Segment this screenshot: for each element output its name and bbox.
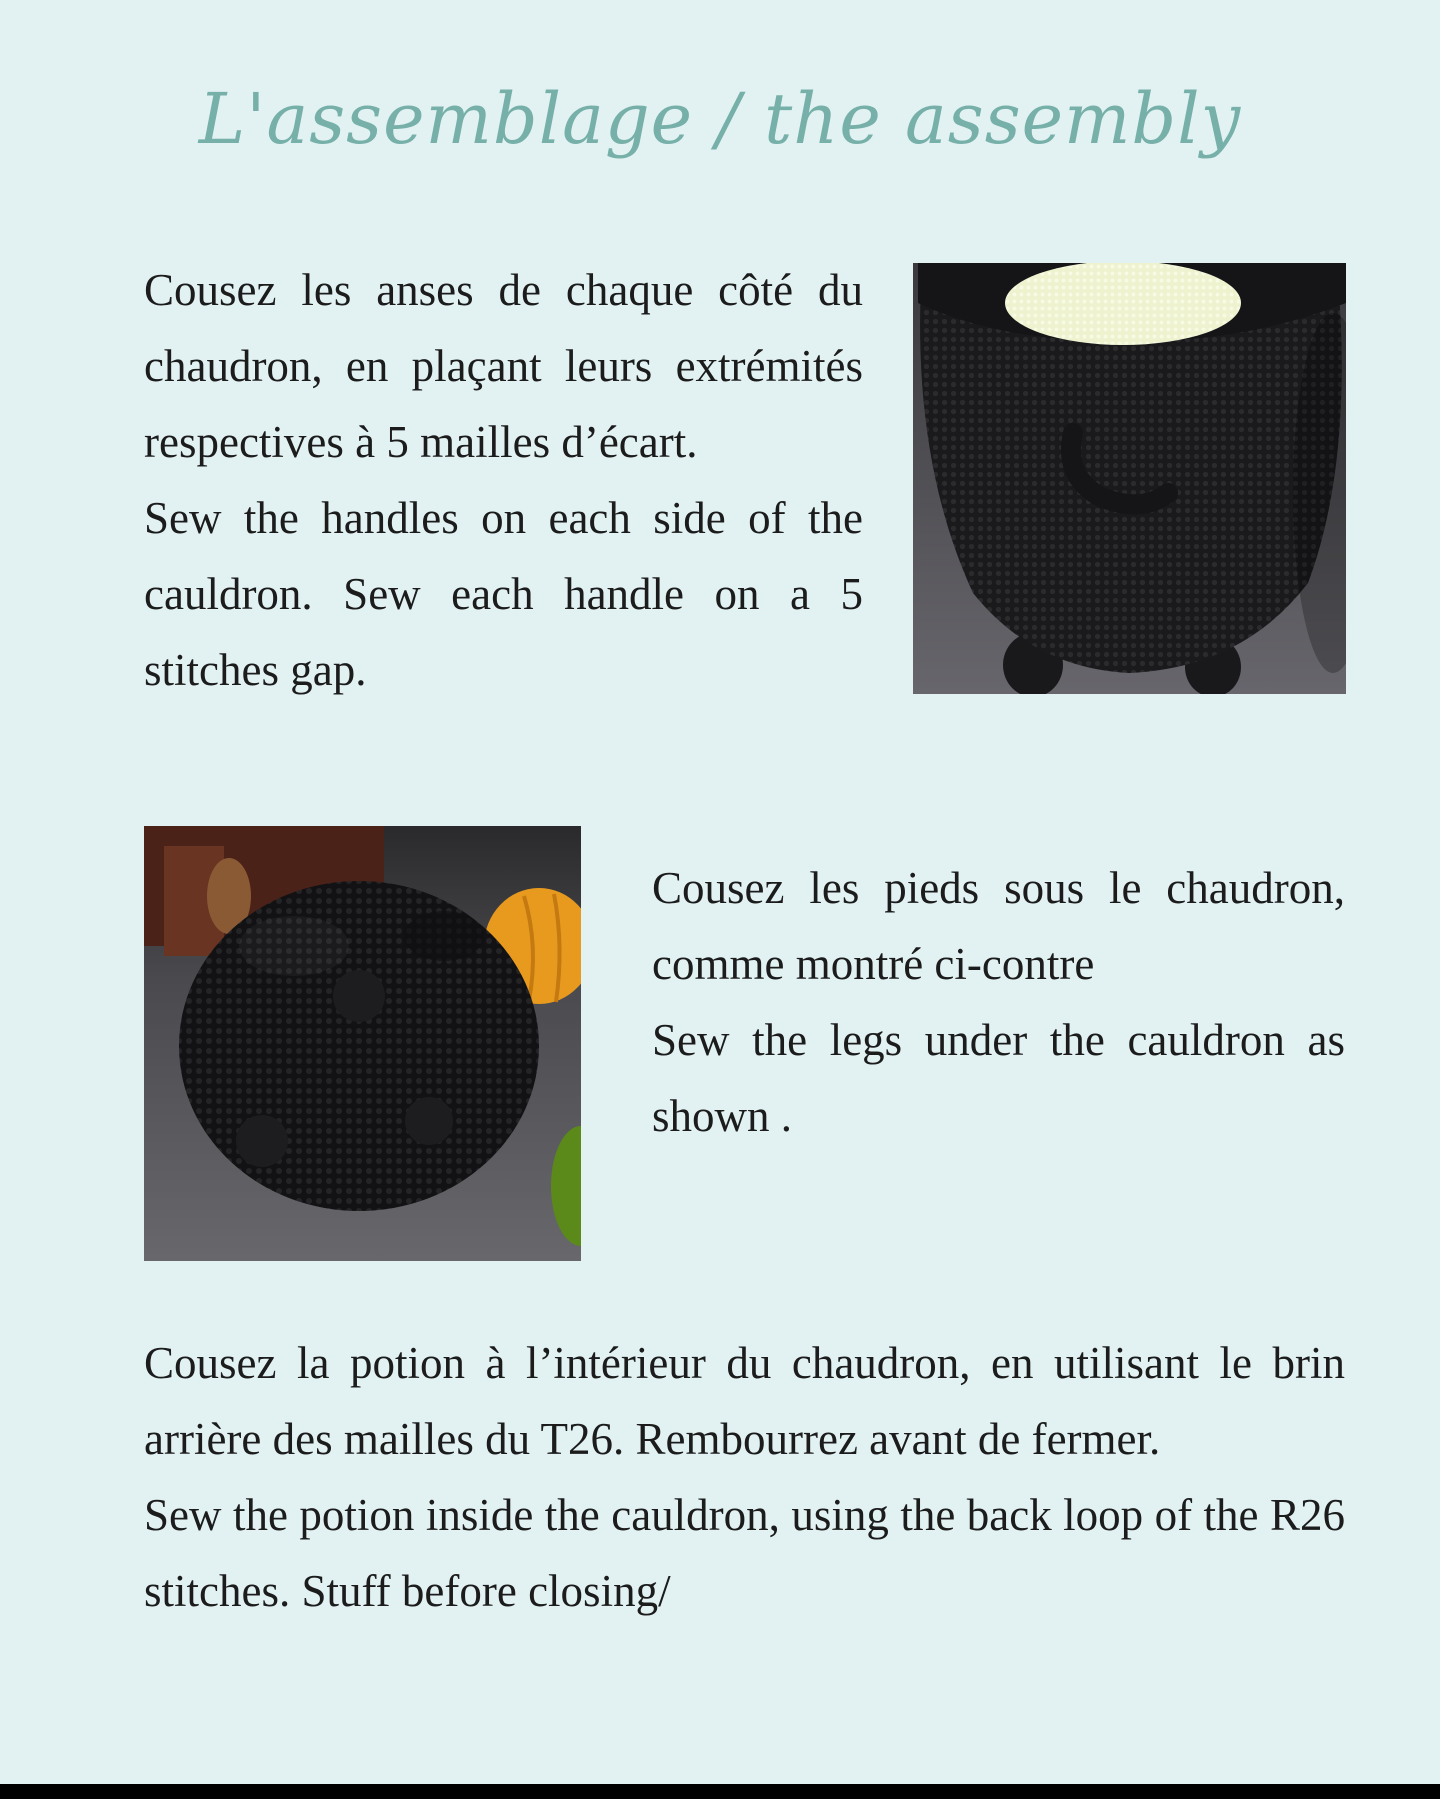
- handles-text-en: Sew the handles on each side of the cauldron. Sew each handle on a 5 stitches gap.: [144, 493, 863, 695]
- potion-text-fr: Cousez la potion à l’intérieur du chaudron, en utilisant le brin arrière des mailles du T26. Rembourrez avant de fermer.: [144, 1338, 1345, 1464]
- page-title: L'assemblage / the assembly: [198, 78, 1242, 160]
- potion-instructions: [144, 1325, 1345, 1629]
- handles-text-fr: Cousez les anses de chaque côté du chaudron, en plaçant leurs extrémités respectives à 5 mailles d’écart.: [144, 265, 863, 467]
- legs-text-en: Sew the legs under the cauldron as shown .: [652, 1015, 1345, 1141]
- legs-instructions: [652, 850, 1345, 1154]
- cauldron-bottom-photo: [144, 826, 581, 1261]
- cauldron-side-photo: [913, 263, 1346, 694]
- potion-text-en: Sew the potion inside the cauldron, using the back loop of the R26 stitches. Stuff before closing/: [144, 1490, 1345, 1616]
- legs-text-fr: Cousez les pieds sous le chaudron, comme montré ci-contre: [652, 863, 1345, 989]
- handles-instructions: [144, 252, 863, 708]
